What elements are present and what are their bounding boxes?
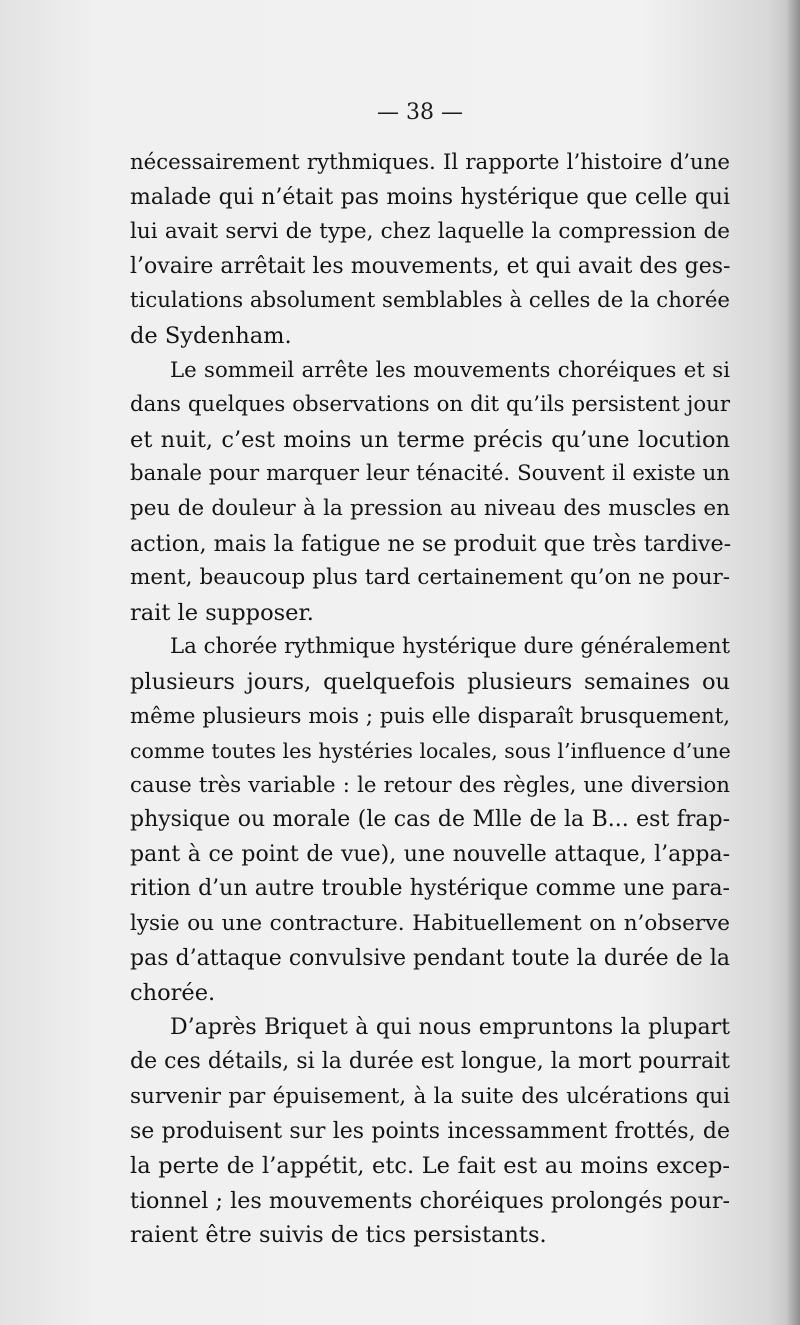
text-line: lysie ou une contracture. Habituellement on n’observe — [130, 911, 730, 937]
text-line: peu de douleur à la pression au niveau des muscles en — [130, 495, 730, 521]
text-line: pant à ce point de vue), une nouvelle attaque, l’appa- — [130, 841, 730, 867]
text-line: et nuit, c’est moins un terme précis qu’une locution — [130, 426, 730, 453]
text-line: de ces détails, si la durée est longue, la mort pourrait — [130, 1049, 730, 1075]
text-line: raient être suivis de tics persistants. — [130, 1222, 547, 1249]
body-text — [130, 146, 730, 1253]
text-line: comme toutes les hystéries locales, sous l’influence d’une — [130, 739, 731, 764]
text-line: ticulations absolument semblables à celles de la chorée — [130, 288, 730, 314]
text-line: banale pour marquer leur ténacité. Souvent il existe un — [130, 461, 730, 487]
text-line: malade qui n’était pas moins hystérique que celle qui — [130, 184, 730, 210]
text-line: même plusieurs mois ; puis elle disparaît brusquement, — [130, 703, 730, 729]
page-number: — 38 — — [377, 100, 463, 125]
text-line: dans quelques observations on dit qu’ils persistent jour — [130, 392, 730, 418]
text-line: nécessairement rythmiques. Il rapporte l’histoire d’une — [130, 150, 730, 175]
text-line: D’après Briquet à qui nous empruntons la plupart — [170, 1014, 730, 1040]
text-line: Le sommeil arrête les mouvements choréiques et si — [170, 357, 730, 383]
text-line: survenir par épuisement, à la suite des ulcérations qui — [130, 1084, 730, 1110]
paragraph — [130, 1011, 730, 1253]
text-line: la perte de l’appétit, etc. Le fait est au moins excep- — [130, 1153, 730, 1180]
paragraph — [130, 146, 730, 354]
text-line: rition d’un autre trouble hystérique comme une para- — [130, 876, 730, 902]
text-line: rait le supposer. — [130, 599, 314, 626]
text-line: pas d’attaque convulsive pendant toute la durée de la — [130, 945, 730, 971]
text-line: physique ou morale (le cas de Mlle de la B... est frap- — [130, 807, 730, 833]
text-line: La chorée rythmique hystérique dure généralement — [170, 634, 730, 660]
text-line: plusieurs jours, quelquefois plusieurs semaines ou — [130, 668, 730, 695]
page-edge-shadow — [786, 0, 800, 1325]
text-line: se produisent sur les points incessamment frottés, de — [130, 1118, 730, 1144]
text-line: cause très variable : le retour des règles, une diversion — [130, 772, 730, 798]
text-line: action, mais la fatigue ne se produit que très tardive- — [130, 530, 732, 557]
text-line: lui avait servi de type, chez laquelle la compression de — [130, 219, 730, 245]
paragraph — [130, 630, 730, 1011]
text-line: tionnel ; les mouvements choréiques prolongés pour- — [130, 1187, 730, 1214]
text-line: chorée. — [130, 980, 216, 1007]
text-line: ment, beaucoup plus tard certainement qu’on ne pour- — [130, 565, 730, 591]
text-line: l’ovaire arrêtait les mouvements, et qui avait des ges- — [130, 253, 731, 279]
text-line: de Sydenham. — [130, 322, 292, 349]
paragraph — [130, 354, 730, 631]
